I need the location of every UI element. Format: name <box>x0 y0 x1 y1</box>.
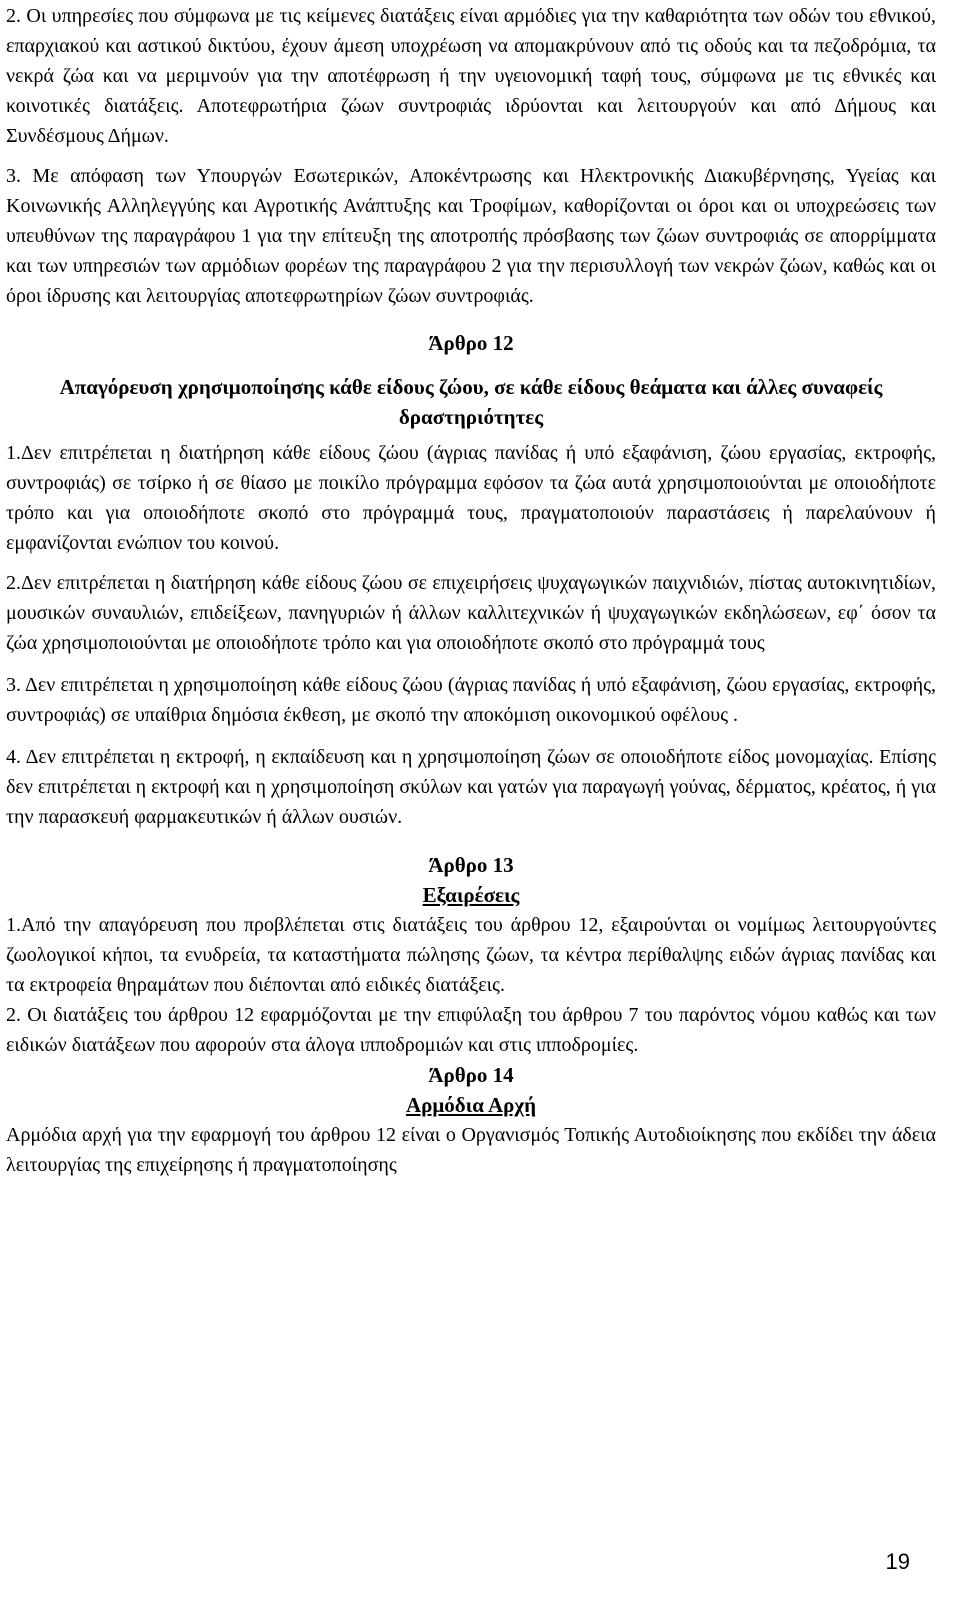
article-12-paragraph-3: 3. Δεν επιτρέπεται η χρησιμοποίηση κάθε είδους ζώου (άγριας πανίδας ή υπό εξαφάνιση, ζώου εργασίας, εκτροφής, συντροφιάς) σε υπαίθρια δημόσια έκθεση, με σκοπό την αποκόμιση οικονομικού οφέλους . <box>6 674 936 726</box>
article-12-paragraph-1: 1.Δεν επιτρέπεται η διατήρηση κάθε είδους ζώου (άγριας πανίδας ή υπό εξαφάνιση, ζώου εργασίας, εκτροφής, συντροφιάς) σε τσίρκο ή σε θίασο με ποικίλο πρόγραμμα εφόσον τα ζώα αυτά χρησιμοποιούνται με οποιοδήποτε τρόπο και για οποιοδήποτε σκοπό στο πρόγραμμά τους, πραγματοποιούν παραστάσεις ή παρελαύνουν ή εμφανίζονται ενώπιον του κοινού. <box>6 442 936 554</box>
paragraph-3-ministerial-decision: 3. Με απόφαση των Υπουργών Εσωτερικών, Αποκέντρωσης και Ηλεκτρονικής Διακυβέρνησης, Υγείας και Κοινωνικής Αλληλεγγύης και Αγροτικής Ανάπτυξης και Τροφίμων, καθορίζονται οι όροι και οι υποχρεώσεις των υπευθύνων της παραγράφου 1 για την επίτευξη της αποτροπής πρόσβασης των ζώων συντροφιάς σε απορρίμματα και των υπηρεσιών των αρμόδιων φορέων της παραγράφου 2 για την περισυλλογή των νεκρών ζώων, καθώς και οι όροι ίδρυσης και λειτουργίας αποτεφρωτηρίων ζώων συντροφιάς. <box>6 165 936 307</box>
article-14-subtitle-text: Αρμόδια Αρχή <box>405 1093 537 1117</box>
article-13-title: Άρθρο 13 <box>428 853 514 877</box>
article-12-paragraph-4: 4. Δεν επιτρέπεται η εκτροφή, η εκπαίδευση και η χρησιμοποίηση ζώων σε οποιοδήποτε είδος μονομαχίας. Επίσης δεν επιτρέπεται η εκτροφή και η χρησιμοποίηση σκύλων και γατών για παραγωγή γούνας, δέρματος, κρέατος, ή για την παρασκευή φαρμακευτικών ή άλλων ουσιών. <box>6 746 936 828</box>
article-12-subtitle-text: Απαγόρευση χρησιμοποίησης κάθε είδους ζώου, σε κάθε είδους θεάματα και άλλες συναφείς δραστηριότητες <box>59 375 883 429</box>
paragraph-2-cleaning-services: 2. Οι υπηρεσίες που σύμφωνα με τις κείμενες διατάξεις είναι αρμόδιες για την καθαριότητα των οδών του εθνικού, επαρχιακού και αστικού δικτύου, έχουν άμεση υποχρέωση να απομακρύνουν από τις οδούς και τα πεζοδρόμια, τα νεκρά ζώα και να μεριμνούν για την αποτέφρωση ή την υγειονομική ταφή τους, σύμφωνα με τις εθνικές και κοινοτικές διατάξεις. Αποτεφρωτήρια ζώων συντροφιάς ιδρύονται και λειτουργούν και από Δήμους και Συνδέσμους Δήμων. <box>6 5 936 147</box>
page-number: 19 <box>885 1549 910 1574</box>
article-13-paragraph-1: 1.Από την απαγόρευση που προβλέπεται στις διατάξεις του άρθρου 12, εξαιρούνται οι νομίμως λειτουργούντες ζωολογικοί κήποι, τα ενυδρεία, τα καταστήματα πώλησης ζώων, τα κέντρα περίθαλψης ειδών άγριας πανίδας και τα εκτροφεία θηραμάτων που διέπονται από ειδικές διατάξεις. <box>6 914 936 996</box>
article-12-title: Άρθρο 12 <box>428 331 514 355</box>
article-14-paragraph-1: Αρμόδια αρχή για την εφαρμογή του άρθρου 12 είναι ο Οργανισμός Τοπικής Αυτοδιοίκησης που εκδίδει την άδεια λειτουργίας της επιχείρησης ή πραγματοποίησης <box>6 1124 936 1176</box>
article-12-subtitle <box>6 372 936 432</box>
document-page <box>6 0 936 1180</box>
article-14-title: Άρθρο 14 <box>428 1063 514 1087</box>
article-12-paragraph-2: 2.Δεν επιτρέπεται η διατήρηση κάθε είδους ζώου σε επιχειρήσεις ψυχαγωγικών παιχνιδιών, πίστας αυτοκινητιδίων, μουσικών συναυλιών, επιδείξεων, πανηγυριών ή άλλων καλλιτεχνικών ή ψυχαγωγικών εκδηλώσεων, εφ΄ όσον τα ζώα χρησιμοποιούνται με οποιοδήποτε τρόπο και για οποιοδήποτε σκοπό στο πρόγραμμά τους <box>6 572 936 654</box>
article-13-paragraph-2: 2. Οι διατάξεις του άρθρου 12 εφαρμόζονται με την επιφύλαξη του άρθρου 7 του παρόντος νόμου καθώς και των ειδικών διατάξεων που αφορούν στα άλογα ιπποδρομιών και στις ιπποδρομίες. <box>6 1004 936 1056</box>
article-14-subtitle <box>6 1090 936 1120</box>
article-13-subtitle <box>6 880 936 910</box>
article-13-subtitle-text: Εξαιρέσεις <box>422 883 520 907</box>
